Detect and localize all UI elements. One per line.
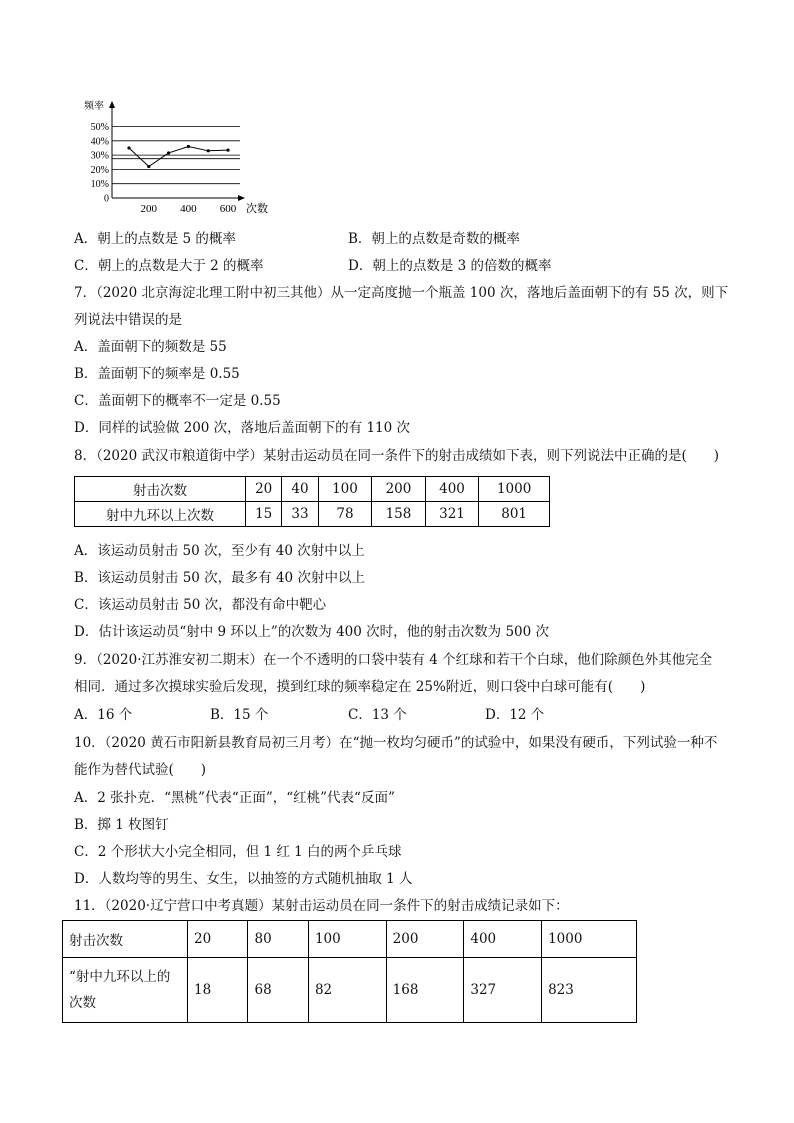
q8-stem: 8．（2020 武汉市粮道街中学）某射击运动员在同一条件下的射击成绩如下表，则下列说法中正确的是( ) <box>74 448 720 464</box>
q10-option-c: C．2 个形状大小完全相同，但 1 红 1 白的两个乒乓球 <box>74 844 402 860</box>
q10-option-d: D．人数均等的男生、女生，以抽签的方式随机抽取 1 人 <box>74 871 413 887</box>
q10-option-b: B．掷 1 枚图钉 <box>74 817 169 833</box>
table-cell: 20 <box>188 921 248 958</box>
table-row <box>75 477 550 502</box>
table-cell: 射击次数 <box>75 477 246 502</box>
table-cell: 射击次数 <box>63 921 188 958</box>
y-tick-label: 10% <box>90 179 109 191</box>
table-cell: 80 <box>248 921 308 958</box>
table-cell: 18 <box>188 958 248 1023</box>
row-head-line1: “射中九环以上的 <box>69 969 171 985</box>
q11-table <box>62 920 637 1023</box>
q9-option-b: B．15 个 <box>210 707 269 723</box>
table-row <box>75 502 550 527</box>
q8-option-c: C．该运动员射击 50 次，都没有命中靶心 <box>74 597 327 613</box>
table-cell: 1000 <box>479 477 550 502</box>
table-cell: 801 <box>479 502 550 527</box>
q9-stem-line1: 9．（2020·江苏淮安初二期末）在一个不透明的口袋中装有 4 个红球和若干个白球，他们除颜色外其他完全 <box>74 652 713 668</box>
q11-stem: 11．（2020·辽宁营口中考真题）某射击运动员在同一条件下的射击成绩记录如下： <box>74 898 569 914</box>
table-cell: 40 <box>282 477 318 502</box>
table-cell: 168 <box>386 958 464 1023</box>
table-cell: 100 <box>318 477 372 502</box>
table-cell: 400 <box>464 921 542 958</box>
table-cell: 射中九环以上次数 <box>75 502 246 527</box>
table-cell: 400 <box>425 477 479 502</box>
table-cell: 200 <box>386 921 464 958</box>
series-line <box>129 147 228 167</box>
row-head-line2: 次数 <box>69 995 96 1011</box>
table-cell: 200 <box>372 477 426 502</box>
q8-option-d: D．估计该运动员“射中 9 环以上”的次数为 400 次时，他的射击次数为 500 次 <box>74 624 549 640</box>
q10-stem-line2: 能作为替代试验( ) <box>74 762 207 778</box>
x-axis-arrow <box>238 195 245 201</box>
y-tick-label: 50% <box>90 122 109 133</box>
table-cell: 78 <box>318 502 372 527</box>
table-row <box>63 958 637 1023</box>
q7-option-b: B．盖面朝下的频率是 0.55 <box>74 366 240 382</box>
reference-lines <box>112 127 240 184</box>
x-axis-label: 次数 <box>246 203 268 215</box>
q7-option-a: A．盖面朝下的频数是 55 <box>74 339 227 355</box>
frequency-line-chart <box>82 98 292 216</box>
q10-stem-line1: 10．（2020 黄石市阳新县教育局初三月考）在“抛一枚均匀硬币”的试验中，如果没有硬币，下列试验一种不 <box>74 735 718 751</box>
q6-option-d: D．朝上的点数是 3 的倍数的概率 <box>348 258 552 274</box>
x-tick-label: 200 <box>140 203 158 215</box>
y-tick-label: 30% <box>90 150 109 162</box>
q7-stem-line1: 7．（2020 北京海淀北理工附中初三其他）从一定高度抛一个瓶盖 100 次，落地后盖面朝下的有 55 次，则下 <box>74 285 729 301</box>
q9-option-a: A．16 个 <box>74 707 133 723</box>
x-tick-label: 400 <box>180 203 197 215</box>
table-cell: 823 <box>542 958 637 1023</box>
table-cell: 327 <box>464 958 542 1023</box>
q7-option-c: C．盖面朝下的概率不一定是 0.55 <box>74 393 281 409</box>
q8-option-a: A．该运动员射击 50 次，至少有 40 次射中以上 <box>74 543 365 559</box>
x-tick-label: 600 <box>219 203 237 215</box>
table-cell: 100 <box>308 921 386 958</box>
y-tick-label: 0 <box>104 193 109 205</box>
data-point <box>127 146 130 149</box>
q6-option-a: A．朝上的点数是 5 的概率 <box>74 231 236 247</box>
table-cell: 82 <box>308 958 386 1023</box>
table-cell: 158 <box>372 502 426 527</box>
q9-stem-line2: 相同．通过多次摸球实验后发现，摸到红球的频率稳定在 25%附近，则口袋中白球可能有( ) <box>74 679 646 695</box>
q6-option-b: B．朝上的点数是奇数的概率 <box>348 231 520 247</box>
y-tick-label: 20% <box>90 164 109 176</box>
q7-stem-line2: 列说法中错误的是 <box>74 312 182 328</box>
table-cell: 1000 <box>542 921 637 958</box>
q7-option-d: D．同样的试验做 200 次，落地后盖面朝下的有 110 次 <box>74 420 411 436</box>
q9-option-d: D．12 个 <box>485 707 545 723</box>
table-cell: 20 <box>246 477 282 502</box>
data-point <box>167 151 170 154</box>
table-cell: 33 <box>282 502 318 527</box>
data-point <box>147 165 150 168</box>
table-cell: 321 <box>425 502 479 527</box>
data-point <box>187 145 190 148</box>
q9-option-c: C．13 个 <box>348 707 407 723</box>
data-point <box>226 148 229 151</box>
q10-option-a: A．2 张扑克．“黑桃”代表“正面”，“红桃”代表“反面” <box>74 790 395 806</box>
q8-table <box>74 476 550 527</box>
y-axis-label: 频率 <box>84 101 104 112</box>
data-point <box>207 149 210 152</box>
table-cell <box>63 958 188 1023</box>
q8-option-b: B．该运动员射击 50 次，最多有 40 次射中以上 <box>74 570 365 586</box>
table-cell: 15 <box>246 502 282 527</box>
table-row <box>63 921 637 958</box>
table-cell: 68 <box>248 958 308 1023</box>
y-tick-label: 40% <box>90 136 109 148</box>
q6-option-c: C．朝上的点数是大于 2 的概率 <box>74 258 264 274</box>
y-axis-arrow <box>109 101 115 108</box>
